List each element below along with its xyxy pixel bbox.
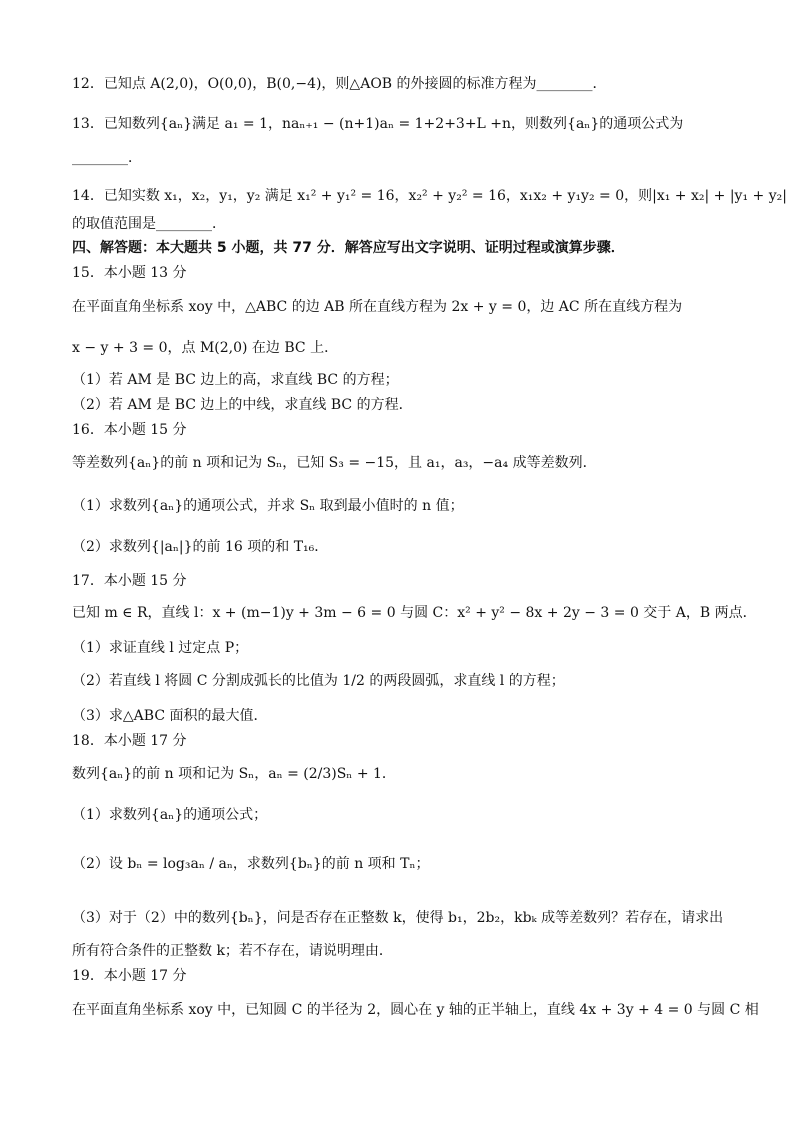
q16-part1: （1）求数列{aₙ}的通项公式，并求 Sₙ 取到最小值时的 n 值； <box>72 498 464 514</box>
q17-part3: （3）求△ABC 面积的最大值． <box>72 708 268 724</box>
q14-text: 14．已知实数 x₁，x₂，y₁，y₂ 满足 x₁² + y₁² = 16，x₂² + y₂² = 16，x₁x₂ + y₁y₂ = 0，则|x₁ + x₂| + |y₁ + y₂| <box>72 188 787 204</box>
q17-heading: 17．本小题 15 分 <box>72 573 187 589</box>
q15-part2: （2）若 AM 是 BC 边上的中线，求直线 BC 的方程． <box>72 397 413 413</box>
q13-text: 13．已知数列{aₙ}满足 a₁ = 1，naₙ₊₁ − (n+1)aₙ = 1+2+3+L +n，则数列{aₙ}的通项公式为 <box>72 116 684 132</box>
q16-text: 等差数列{aₙ}的前 n 项和记为 Sₙ，已知 S₃ = −15，且 a₁，a₃，−a₄ 成等差数列． <box>72 455 597 471</box>
q13-blank: ________． <box>72 150 142 166</box>
q18-part1: （1）求数列{aₙ}的通项公式； <box>72 807 268 823</box>
q16-heading: 16．本小题 15 分 <box>72 422 187 438</box>
section-heading: 四、解答题：本大题共 5 小题，共 77 分．解答应写出文字说明、证明过程或演算步骤． <box>72 240 625 256</box>
q18-part3-cont: 所有符合条件的正整数 k；若不存在，请说明理由． <box>72 943 393 959</box>
q19-text: 在平面直角坐标系 xoy 中，已知圆 C 的半径为 2，圆心在 y 轴的正半轴上，直线 4x + 3y + 4 = 0 与圆 C 相 <box>72 1002 759 1018</box>
q19-heading: 19．本小题 17 分 <box>72 968 187 984</box>
q15-text: 在平面直角坐标系 xoy 中，△ABC 的边 AB 所在直线方程为 2x + y = 0，边 AC 所在直线方程为 <box>72 299 683 315</box>
q16-part2: （2）求数列{|aₙ|}的前 16 项的和 T₁₆． <box>72 539 329 555</box>
q18-heading: 18．本小题 17 分 <box>72 733 187 749</box>
q18-part2: （2）设 bₙ = log₃aₙ / aₙ，求数列{bₙ}的前 n 项和 Tₙ； <box>72 856 430 872</box>
q15-part1: （1）若 AM 是 BC 边上的高，求直线 BC 的方程； <box>72 372 399 388</box>
q12-text: 12．已知点 A(2,0)，O(0,0)，B(0,−4)，则△AOB 的外接圆的标准方程为________． <box>72 76 607 92</box>
q17-text: 已知 m ∈ R，直线 l：x + (m−1)y + 3m − 6 = 0 与圆 C：x² + y² − 8x + 2y − 3 = 0 交于 A，B 两点． <box>72 605 757 621</box>
q15-text-cont: x − y + 3 = 0，点 M(2,0) 在边 BC 上． <box>72 340 339 356</box>
q18-part3: （3）对于（2）中的数列{bₙ}，问是否存在正整数 k，使得 b₁，2b₂，kbₖ 成等差数列？若存在，请求出 <box>72 910 724 926</box>
q17-part1: （1）求证直线 l 过定点 P； <box>72 640 249 656</box>
q17-part2: （2）若直线 l 将圆 C 分割成弧长的比值为 1/2 的两段圆弧，求直线 l 的方程； <box>72 673 565 689</box>
q15-heading: 15．本小题 13 分 <box>72 265 187 281</box>
q18-text: 数列{aₙ}的前 n 项和记为 Sₙ，aₙ = (2/3)Sₙ + 1． <box>72 766 396 782</box>
q14-text-cont: 的取值范围是________． <box>72 216 226 232</box>
